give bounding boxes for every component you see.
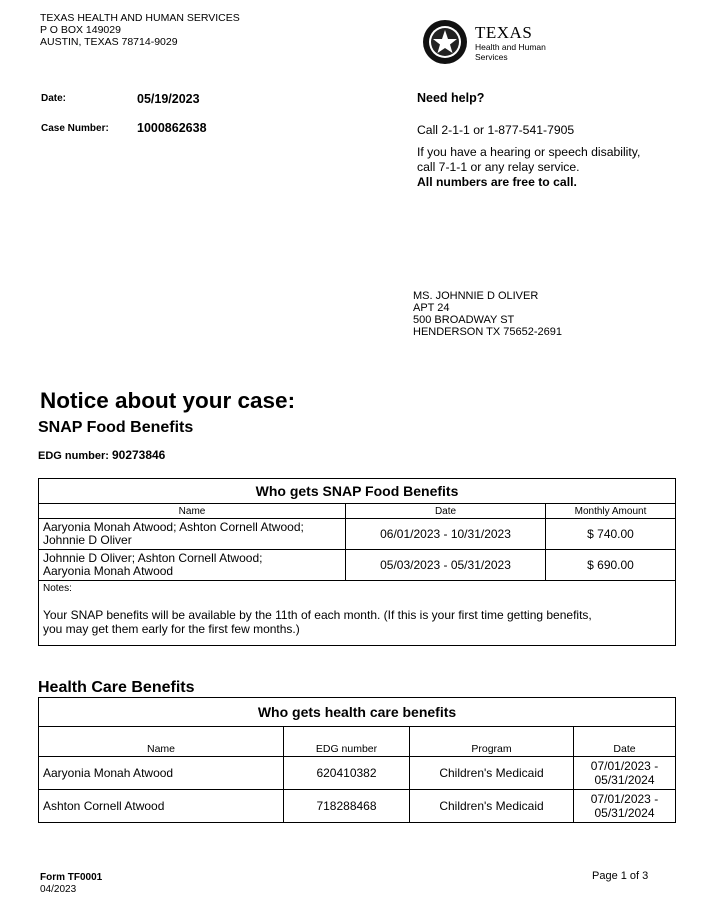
help-call: Call 2-1-1 or 1-877-541-7905 [417, 123, 575, 137]
health-table-caption: Who gets health care benefits [39, 698, 676, 727]
edg-label: EDG number: [38, 450, 109, 462]
health-row-date-end: 05/31/2024 [594, 806, 655, 820]
texas-seal-icon [421, 18, 469, 66]
recipient-address [413, 290, 562, 338]
edg-value: 90273846 [111, 448, 166, 462]
logo-subtitle-2: Services [475, 52, 508, 62]
snap-benefits-table [38, 478, 676, 646]
recipient-line-4: HENDERSON TX 75652-2691 [413, 326, 562, 338]
header-date: Date [574, 727, 676, 757]
snap-notes-row [39, 581, 676, 646]
health-row-date [574, 790, 676, 823]
snap-row-date: 05/03/2023 - 05/31/2023 [346, 550, 546, 581]
case-number-value: 1000862638 [137, 121, 207, 135]
table-row [39, 790, 676, 823]
snap-row-name [39, 519, 346, 550]
sender-line-3: AUSTIN, TEXAS 78714-9029 [40, 36, 178, 48]
health-row-date-start: 07/01/2023 - [590, 792, 659, 806]
snap-row-name-line-1: Johnnie D Oliver; Ashton Cornell Atwood; [43, 551, 263, 565]
snap-row-name [39, 550, 346, 581]
snap-row-name-line-2: Johnnie D Oliver [43, 533, 132, 547]
sender-address [40, 12, 240, 48]
health-row-date-end: 05/31/2024 [594, 773, 655, 787]
health-benefits-table [38, 697, 676, 823]
date-value: 05/19/2023 [137, 92, 200, 106]
notes-line-1: Your SNAP benefits will be available by the 11th of each month. (If this is your first time getting benefits, [43, 608, 592, 622]
table-row [39, 519, 676, 550]
snap-table-header [39, 504, 676, 519]
form-date: 04/2023 [40, 884, 77, 895]
form-id [40, 872, 102, 896]
logo-text [475, 24, 546, 62]
snap-notes [39, 581, 676, 646]
health-row-edg: 718288468 [284, 790, 410, 823]
sender-line-2: P O BOX 149029 [40, 24, 121, 36]
health-row-name: Aaryonia Monah Atwood [39, 757, 284, 790]
health-table-header [39, 727, 676, 757]
table-row [39, 757, 676, 790]
health-row-date-start: 07/01/2023 - [590, 759, 659, 773]
recipient-line-1: MS. JOHNNIE D OLIVER [413, 290, 539, 302]
help-hearing-1: If you have a hearing or speech disability, [417, 145, 641, 159]
logo-subtitle-1: Health and Human [475, 42, 546, 52]
sender-line-1: TEXAS HEALTH AND HUMAN SERVICES [40, 12, 240, 24]
header-date: Date [346, 504, 546, 519]
health-row-edg: 620410382 [284, 757, 410, 790]
snap-row-date: 06/01/2023 - 10/31/2023 [346, 519, 546, 550]
health-row-program: Children's Medicaid [410, 790, 574, 823]
snap-table-caption: Who gets SNAP Food Benefits [39, 479, 676, 504]
header-monthly-amount: Monthly Amount [546, 504, 676, 519]
help-free: All numbers are free to call. [417, 175, 577, 189]
date-label: Date: [41, 93, 67, 104]
header-edg-number: EDG number [284, 727, 410, 757]
header-name: Name [39, 504, 346, 519]
notes-label: Notes: [43, 583, 72, 594]
help-title: Need help? [417, 91, 485, 105]
snap-row-amount: $ 690.00 [546, 550, 676, 581]
logo-title: TEXAS [475, 23, 533, 42]
snap-row-name-line-1: Aaryonia Monah Atwood; Ashton Cornell Atwood; [43, 520, 304, 534]
recipient-line-3: 500 BROADWAY ST [413, 314, 515, 326]
notes-line-2: you may get them early for the first few months.) [43, 622, 300, 636]
help-hearing-2: call 7-1-1 or any relay service. [417, 160, 580, 174]
page-number: Page 1 of 3 [592, 870, 649, 882]
health-row-date [574, 757, 676, 790]
form-number: Form TF0001 [40, 872, 103, 883]
edg-number [38, 448, 165, 462]
snap-row-name-line-2: Aaryonia Monah Atwood [43, 564, 174, 578]
header-name: Name [39, 727, 284, 757]
notice-title: Notice about your case: [40, 388, 296, 413]
health-row-name: Ashton Cornell Atwood [39, 790, 284, 823]
table-row [39, 550, 676, 581]
program-title: SNAP Food Benefits [38, 419, 194, 436]
health-care-title: Health Care Benefits [38, 679, 195, 696]
recipient-line-2: APT 24 [413, 302, 450, 314]
header-program: Program [410, 727, 574, 757]
case-number-label: Case Number: [41, 123, 109, 134]
health-row-program: Children's Medicaid [410, 757, 574, 790]
hhs-logo [421, 16, 566, 68]
snap-row-amount: $ 740.00 [546, 519, 676, 550]
